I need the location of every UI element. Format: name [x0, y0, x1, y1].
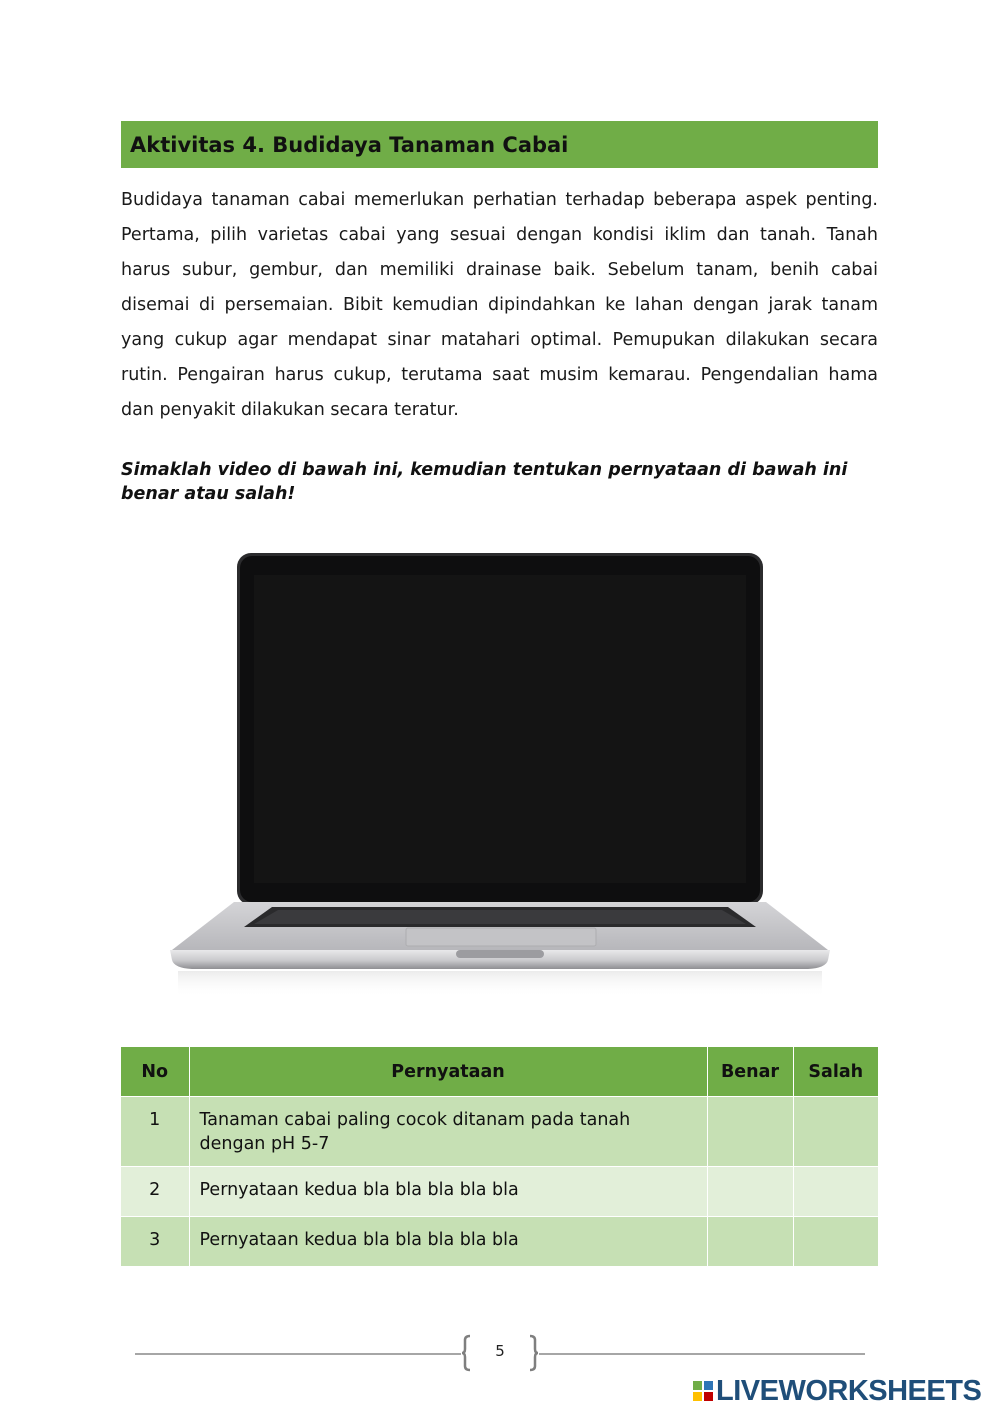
video-screen[interactable] [254, 575, 746, 883]
answer-false-cell[interactable] [793, 1217, 878, 1266]
laptop-base [170, 902, 830, 997]
table-row [121, 1097, 878, 1167]
section-title: Aktivitas 4. Budidaya Tanaman Cabai [130, 132, 569, 157]
header-true: Benar [707, 1047, 793, 1097]
row-statement: Pernyataan kedua bla bla bla bla bla [189, 1167, 707, 1217]
header-no: No [121, 1047, 189, 1097]
footer-divider-left [135, 1353, 461, 1355]
instruction-text: Simaklah video di bawah ini, kemudian tentukan pernyataan di bawah ini benar atau salah! [121, 460, 848, 504]
answer-true-cell[interactable] [707, 1217, 793, 1266]
liveworksheets-logo-icon [692, 1380, 714, 1402]
answer-table [121, 1047, 878, 1266]
table-row [121, 1217, 878, 1266]
row-number: 3 [121, 1217, 189, 1266]
answer-true-cell[interactable] [707, 1167, 793, 1217]
footer-divider-right [539, 1353, 865, 1355]
row-statement: Tanaman cabai paling cocok ditanam pada tanah dengan pH 5-7 [189, 1097, 707, 1167]
row-number: 1 [121, 1097, 189, 1167]
footer-bracket-right-icon [528, 1334, 538, 1372]
footer-bracket-left-icon [462, 1334, 472, 1372]
answer-true-cell[interactable] [707, 1097, 793, 1167]
header-false: Salah [793, 1047, 878, 1097]
answer-false-cell[interactable] [793, 1167, 878, 1217]
video-player-laptop[interactable] [168, 550, 832, 1000]
liveworksheets-brand[interactable] [692, 1373, 992, 1409]
row-statement: Pernyataan kedua bla bla bla bla bla [189, 1217, 707, 1266]
table-header-row [121, 1047, 878, 1097]
table-row [121, 1167, 878, 1217]
header-statement: Pernyataan [189, 1047, 707, 1097]
body-paragraph: Budidaya tanaman cabai memerlukan perhatian terhadap beberapa aspek penting. Pertama, pilih varietas cabai yang sesuai dengan kondisi iklim dan tanah. Tanah harus subur, gembur, dan memiliki drainase baik. Sebelum tanam, benih cabai disemai di persemaian. Bibit kemudian dipindahkan ke lahan dengan jarak tanam yang cukup agar mendapat sinar matahari optimal. Pemupukan dilakukan secara rutin. Pengairan harus cukup, terutama saat musim kemarau. Pengendalian hama dan penyakit dilakukan secara teratur. [121, 190, 878, 420]
page-number: 5 [495, 1342, 505, 1360]
brand-name: LIVEWORKSHEETS [716, 1374, 982, 1407]
row-number: 2 [121, 1167, 189, 1217]
answer-false-cell[interactable] [793, 1097, 878, 1167]
section-header [121, 121, 878, 168]
